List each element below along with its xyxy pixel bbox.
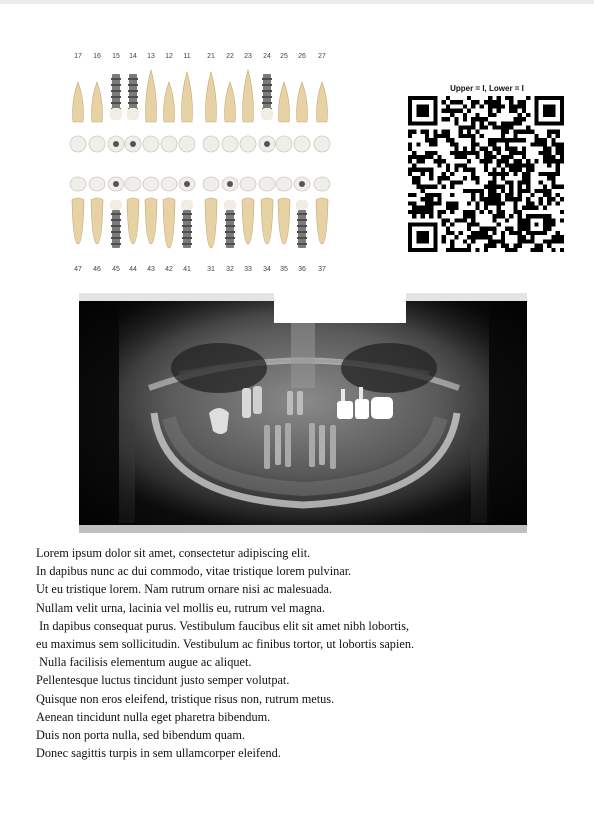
tooth-number: 45 <box>112 266 120 273</box>
tooth-icon <box>163 198 175 248</box>
tooth-icon <box>243 70 254 122</box>
tooth-icon <box>279 82 290 122</box>
tooth-icon <box>182 72 193 122</box>
occlusal-view-icon <box>70 136 86 152</box>
tooth-number: 46 <box>93 266 101 273</box>
tooth-number: 34 <box>263 266 271 273</box>
occlusal-view-icon <box>161 177 177 191</box>
occlusal-view-icon <box>89 136 105 152</box>
tooth-number: 11 <box>183 53 191 60</box>
tooth-icon <box>72 198 84 244</box>
panoramic-xray-image <box>79 293 527 533</box>
qr-caption: Upper = I, Lower = I <box>450 84 524 93</box>
tooth-number: 12 <box>165 53 173 60</box>
tooth-number: 23 <box>244 53 252 60</box>
occlusal-view-icon <box>89 177 105 191</box>
tooth-number: 43 <box>147 266 155 273</box>
text-line: eu maximus sem sollicitudin. Vestibulum ac finibus tortor, ut lobortis sapien. <box>36 637 415 652</box>
tooth-number: 47 <box>74 266 82 273</box>
tooth-number: 44 <box>129 266 137 273</box>
body-text <box>36 544 556 762</box>
tooth-number: 24 <box>263 53 271 60</box>
tooth-number: 16 <box>93 53 101 60</box>
occlusal-view-icon <box>70 177 86 191</box>
tooth-icon <box>146 70 157 122</box>
implant-icon <box>183 210 191 248</box>
tooth-number: 41 <box>183 266 191 273</box>
implant-icon <box>112 210 120 248</box>
tooth-number: 33 <box>244 266 252 273</box>
text-line: In dapibus consequat purus. Vestibulum faucibus elit sit amet nibh lobortis, <box>36 618 410 633</box>
tooth-icon <box>145 198 157 244</box>
tooth-icon <box>73 82 84 122</box>
tooth-icon <box>205 198 217 248</box>
text-line: In dapibus nunc ac dui commodo, vitae tristique lorem pulvinar. <box>36 564 352 579</box>
occlusal-view-icon <box>240 136 256 152</box>
tooth-number: 26 <box>298 53 306 60</box>
tooth-icon <box>316 198 328 244</box>
occlusal-view-icon <box>240 177 256 191</box>
text-line: Quisque non eros eleifend, tristique risus non, rutrum metus. <box>36 691 335 706</box>
tooth-number: 35 <box>280 266 288 273</box>
occlusal-view-icon <box>222 136 238 152</box>
tooth-icon <box>297 82 308 122</box>
text-line: Nulla facilisis elementum augue ac aliquet. <box>36 655 252 670</box>
text-line: Pellentesque luctus tincidunt justo semper volutpat. <box>36 673 290 688</box>
qr-code <box>408 96 564 252</box>
tooth-icon <box>261 198 273 244</box>
occlusal-view-icon <box>125 177 141 191</box>
occlusal-view-icon <box>314 136 330 152</box>
implant-icon <box>298 210 306 248</box>
occlusal-view-icon <box>143 136 159 152</box>
teeth-illustration <box>68 48 354 280</box>
page-top-bar <box>0 0 594 4</box>
implant-icon <box>226 210 234 248</box>
tooth-icon <box>164 82 175 122</box>
text-line: Donec sagittis turpis in sem ullamcorper eleifend. <box>36 746 281 761</box>
tooth-number: 36 <box>298 266 306 273</box>
occlusal-view-icon <box>276 177 292 191</box>
text-line: Ut eu tristique lorem. Nam rutrum ornare nisi ac malesuada. <box>36 582 333 597</box>
tooth-number: 17 <box>74 53 82 60</box>
tooth-icon <box>242 198 254 244</box>
occlusal-view-icon <box>203 177 219 191</box>
occlusal-view-icon <box>161 136 177 152</box>
tooth-icon <box>317 82 328 122</box>
tooth-number: 22 <box>226 53 234 60</box>
tooth-icon <box>92 82 103 122</box>
tooth-number: 14 <box>129 53 137 60</box>
occlusal-view-icon <box>143 177 159 191</box>
occlusal-view-icon <box>179 136 195 152</box>
tooth-number: 31 <box>207 266 215 273</box>
tooth-icon <box>127 198 139 244</box>
tooth-number: 15 <box>112 53 120 60</box>
tooth-number: 25 <box>280 53 288 60</box>
occlusal-view-icon <box>259 177 275 191</box>
tooth-number: 37 <box>318 266 326 273</box>
tooth-number: 27 <box>318 53 326 60</box>
tooth-number: 32 <box>226 266 234 273</box>
tooth-icon <box>225 82 236 122</box>
tooth-icon <box>91 198 103 244</box>
tooth-number: 13 <box>147 53 155 60</box>
occlusal-view-icon <box>294 136 310 152</box>
text-line: Nullam velit urna, lacinia vel mollis eu, rutrum vel magna. <box>36 600 325 615</box>
tooth-number: 21 <box>207 53 215 60</box>
tooth-number: 42 <box>165 266 173 273</box>
text-line: Duis non porta nulla, sed bibendum quam. <box>36 728 246 743</box>
text-line: Lorem ipsum dolor sit amet, consectetur adipiscing elit. <box>36 546 311 560</box>
dental-chart <box>68 48 354 280</box>
tooth-icon <box>206 72 217 122</box>
occlusal-view-icon <box>276 136 292 152</box>
occlusal-view-icon <box>203 136 219 152</box>
occlusal-view-icon <box>314 177 330 191</box>
tooth-icon <box>278 198 290 244</box>
text-line: Aenean tincidunt nulla eget pharetra bibendum. <box>36 709 271 724</box>
